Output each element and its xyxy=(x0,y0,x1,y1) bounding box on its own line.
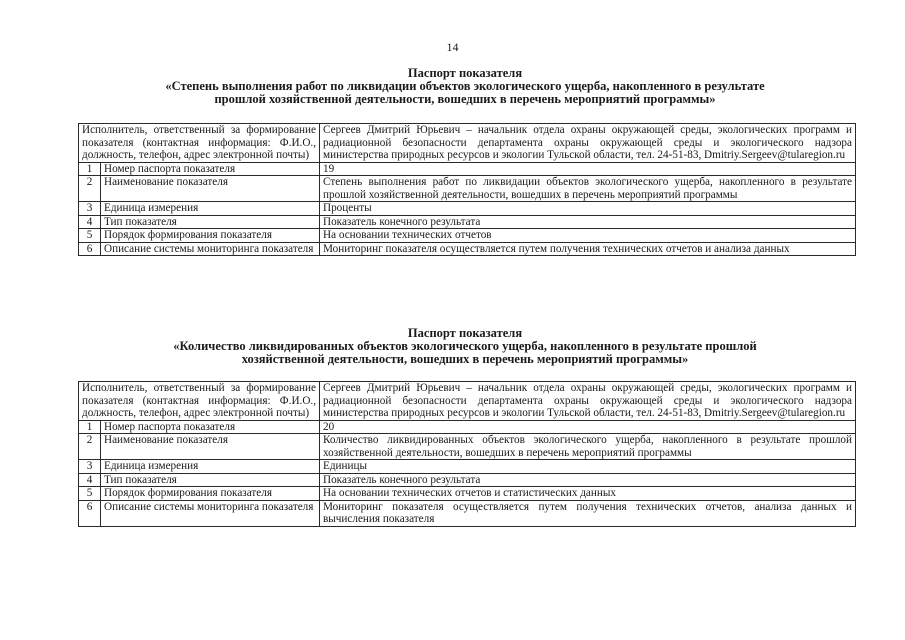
row-label: Описание системы мониторинга показателя xyxy=(101,500,320,526)
row-number: 1 xyxy=(79,162,101,176)
row-number: 6 xyxy=(79,500,101,526)
row-label: Номер паспорта показателя xyxy=(101,420,320,434)
row-number: 4 xyxy=(79,473,101,487)
table-row xyxy=(79,434,856,460)
row-value: На основании технических отчетов и статистических данных xyxy=(320,487,856,501)
row-value: 20 xyxy=(320,420,856,434)
row-label: Наименование показателя xyxy=(101,176,320,202)
heading-title: Паспорт показателя xyxy=(407,326,523,340)
row-value: Показатель конечного результата xyxy=(320,473,856,487)
passport-table-19 xyxy=(78,123,856,256)
table-row xyxy=(79,500,856,526)
table-row xyxy=(79,162,856,176)
row-value: На основании технических отчетов xyxy=(320,229,856,243)
table-row xyxy=(79,473,856,487)
heading-subtitle-line: «Количество ликвидированных объектов экологического ущерба, накопленного в результате прошлой xyxy=(173,339,757,353)
row-value: Количество ликвидированных объектов экологического ущерба, накопленного в результате прошлой хозяйственной деятельности, вошедших в перечень мероприятий программы xyxy=(320,434,856,460)
table-row xyxy=(79,176,856,202)
row-number: 4 xyxy=(79,215,101,229)
row-number: 2 xyxy=(79,176,101,202)
passport-heading-20 xyxy=(70,327,860,366)
table-row xyxy=(79,202,856,216)
table-row xyxy=(79,229,856,243)
row-number: 5 xyxy=(79,229,101,243)
row-number: 5 xyxy=(79,487,101,501)
table-row-executor xyxy=(79,124,856,163)
heading-subtitle-line: прошлой хозяйственной деятельности, вошедших в перечень мероприятий программы» xyxy=(214,92,716,106)
row-label: Описание системы мониторинга показателя xyxy=(101,242,320,256)
heading-subtitle-line: хозяйственной деятельности, вошедших в перечень мероприятий программы» xyxy=(241,352,689,366)
row-label: Единица измерения xyxy=(101,460,320,474)
table-row-executor xyxy=(79,382,856,421)
row-label: Наименование показателя xyxy=(101,434,320,460)
row-value: Мониторинг показателя осуществляется путем получения технических отчетов и анализа данных xyxy=(320,242,856,256)
page-number: 14 xyxy=(446,40,459,54)
passport-table-20 xyxy=(78,381,856,527)
row-value: Мониторинг показателя осуществляется путем получения технических отчетов, анализа данных и вычисления показателя xyxy=(320,500,856,526)
executor-value: Сергеев Дмитрий Юрьевич – начальник отдела охраны окружающей среды, экологических программ и радиационной безопасности департамента охраны окружающей среды и экологического надзора министерства природных ресурсов и экологии Тульской области, тел. 24-51-83, Dmitriy.Sergeev@tularegion.ru xyxy=(320,382,856,421)
row-value: Проценты xyxy=(320,202,856,216)
table-row xyxy=(79,420,856,434)
executor-label: Исполнитель, ответственный за формирование показателя (контактная информация: Ф.И.О., должность, телефон, адрес электронной почты) xyxy=(79,124,320,163)
row-label: Тип показателя xyxy=(101,473,320,487)
row-label: Порядок формирования показателя xyxy=(101,229,320,243)
row-value: Единицы xyxy=(320,460,856,474)
row-number: 1 xyxy=(79,420,101,434)
executor-label: Исполнитель, ответственный за формирование показателя (контактная информация: Ф.И.О., должность, телефон, адрес электронной почты) xyxy=(79,382,320,421)
heading-subtitle-line: «Степень выполнения работ по ликвидации объектов экологического ущерба, накопленного в результате xyxy=(165,79,765,93)
executor-value: Сергеев Дмитрий Юрьевич – начальник отдела охраны окружающей среды, экологических программ и радиационной безопасности департамента охраны окружающей среды и экологического надзора министерства природных ресурсов и экологии Тульской области, тел. 24-51-83, Dmitriy.Sergeev@tularegion.ru xyxy=(320,124,856,163)
table-row xyxy=(79,460,856,474)
row-value: 19 xyxy=(320,162,856,176)
row-label: Номер паспорта показателя xyxy=(101,162,320,176)
table-row xyxy=(79,215,856,229)
table-row xyxy=(79,487,856,501)
row-number: 2 xyxy=(79,434,101,460)
passport-heading-19 xyxy=(70,67,860,106)
row-label: Тип показателя xyxy=(101,215,320,229)
row-value: Показатель конечного результата xyxy=(320,215,856,229)
row-label: Единица измерения xyxy=(101,202,320,216)
table-row xyxy=(79,242,856,256)
row-number: 3 xyxy=(79,460,101,474)
row-label: Порядок формирования показателя xyxy=(101,487,320,501)
row-number: 6 xyxy=(79,242,101,256)
row-value: Степень выполнения работ по ликвидации объектов экологического ущерба, накопленного в результате прошлой хозяйственной деятельности, вошедших в перечень мероприятий программы xyxy=(320,176,856,202)
row-number: 3 xyxy=(79,202,101,216)
heading-title: Паспорт показателя xyxy=(407,66,523,80)
